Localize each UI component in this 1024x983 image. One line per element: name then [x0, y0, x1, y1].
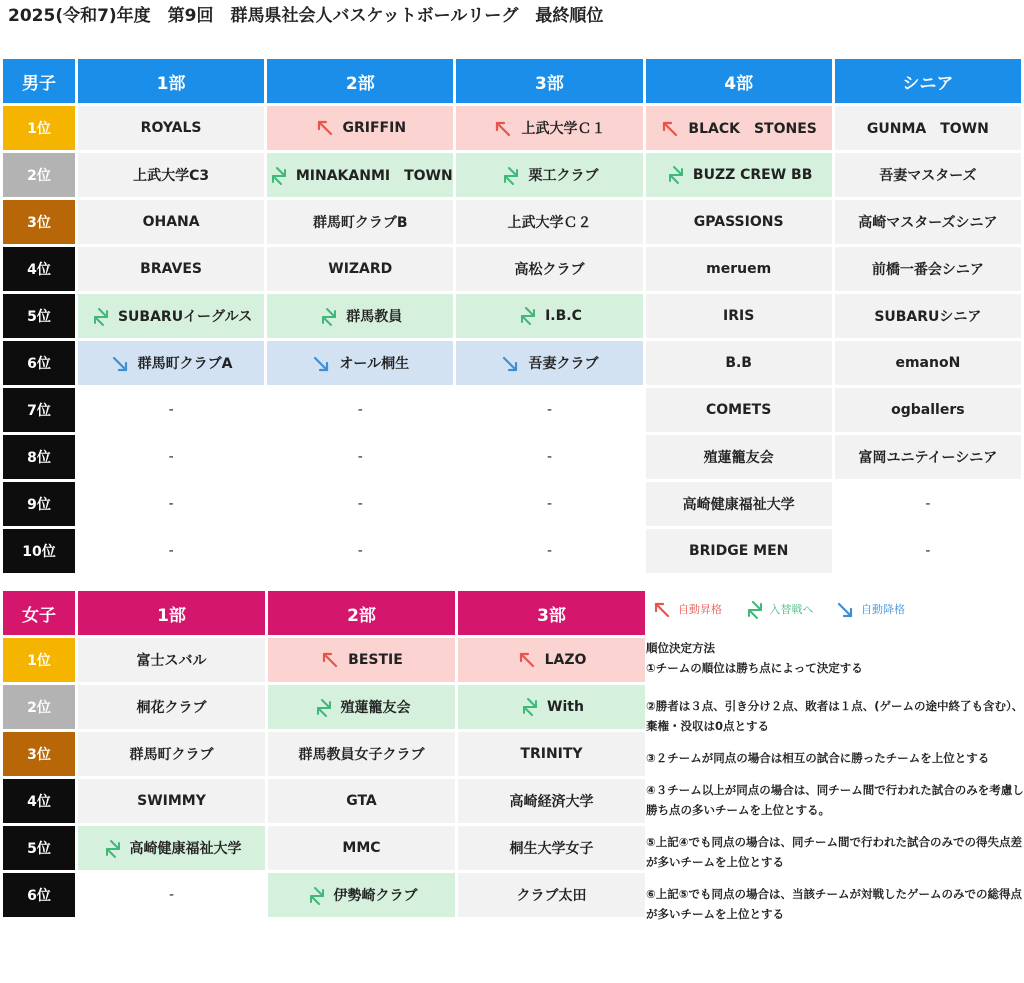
men-team-cell	[646, 106, 832, 150]
men-row	[3, 200, 1021, 244]
men-team-cell	[456, 247, 642, 291]
men-team-cell	[78, 247, 264, 291]
legend-relegate	[835, 600, 905, 620]
team-name: BRAVES	[140, 261, 202, 277]
men-row	[3, 482, 1021, 526]
team-name: meruem	[706, 261, 772, 277]
swap-arrows-icon	[102, 839, 124, 859]
team-name: 高崎健康福祉大学	[129, 840, 242, 857]
team-name: GPASSIONS	[693, 214, 784, 230]
men-team-cell	[78, 435, 264, 479]
men-team-cell	[646, 341, 832, 385]
women-team-cell	[268, 638, 455, 682]
swap-arrows-icon	[519, 697, 541, 717]
men-team-cell	[646, 529, 832, 573]
men-team-cell	[835, 247, 1021, 291]
team-name: 群馬教員女子クラブ	[298, 747, 425, 763]
team-name: BUZZ CREW BB	[692, 167, 813, 183]
women-team-cell	[268, 779, 455, 823]
ranking-method-item: ⑥上記⑤でも同点の場合は、当該チームが対戦したゲームのみでの総得点が多いチームを上位とする	[646, 887, 1022, 921]
team-name: -	[168, 449, 174, 465]
women-team-cell	[78, 873, 265, 917]
team-name: SWIMMY	[137, 793, 206, 809]
women-team-cell	[78, 685, 265, 729]
team-name: With	[547, 699, 584, 715]
rank-label: 10位	[3, 529, 75, 573]
arrow-up-left-icon	[517, 650, 539, 670]
swap-arrows-icon	[665, 165, 687, 185]
team-name: クラブ太田	[516, 888, 587, 904]
rank-label: 2位	[3, 153, 75, 197]
legend	[652, 600, 1022, 620]
team-name: 高松クラブ	[514, 262, 585, 278]
men-label: 男子	[3, 59, 75, 103]
team-name: SUBARUシニア	[874, 309, 982, 325]
team-name: -	[546, 402, 552, 418]
team-name: B.B	[725, 355, 752, 371]
arrow-up-left-icon	[320, 650, 342, 670]
team-name: 群馬教員	[346, 308, 403, 325]
arrow-down-right-icon	[835, 600, 857, 620]
men-team-cell	[835, 341, 1021, 385]
men-team-cell	[646, 200, 832, 244]
men-team-cell	[835, 529, 1021, 573]
team-name: LAZO	[544, 652, 587, 668]
rank-label: 4位	[3, 779, 75, 823]
men-division-header: 2部	[267, 59, 453, 103]
men-row	[3, 106, 1021, 150]
team-name: 群馬町クラブ	[129, 747, 214, 763]
men-team-cell	[78, 388, 264, 432]
swap-arrows-icon	[90, 307, 112, 327]
women-division-header: 1部	[78, 591, 265, 635]
team-name: -	[168, 496, 174, 512]
women-team-cell	[78, 638, 265, 682]
women-team-cell	[268, 732, 455, 776]
men-team-cell	[646, 247, 832, 291]
ranking-method-item: ①チームの順位は勝ち点によって決定する	[646, 661, 863, 675]
rank-label: 5位	[3, 294, 75, 338]
team-name: 上武大学C3	[133, 168, 210, 184]
ranking-method-item: ⑤上記④でも同点の場合は、同チーム間で行われた試合のみでの得失点差が多いチームを上位とする	[646, 835, 1022, 869]
men-division-header: 4部	[646, 59, 832, 103]
arrow-down-right-icon	[110, 354, 132, 374]
men-row	[3, 247, 1021, 291]
team-name: -	[546, 449, 552, 465]
team-name: 前橋一番会シニア	[871, 262, 984, 278]
men-team-cell	[456, 153, 642, 197]
team-name: -	[168, 887, 175, 903]
women-row	[3, 732, 645, 776]
team-name: 群馬町クラブB	[312, 215, 408, 231]
team-name: 桐生大学女子	[509, 841, 594, 857]
women-team-cell	[458, 779, 645, 823]
women-standings-table	[0, 588, 648, 920]
team-name: -	[357, 402, 363, 418]
team-name: 高崎健康福祉大学	[682, 497, 795, 513]
women-team-cell	[78, 732, 265, 776]
rank-label: 4位	[3, 247, 75, 291]
men-team-cell	[78, 200, 264, 244]
men-team-cell	[267, 482, 453, 526]
team-name: 殖蓮籠友会	[703, 450, 774, 466]
arrow-down-right-icon	[500, 354, 522, 374]
rank-label: 1位	[3, 106, 75, 150]
team-name: 高崎マスターズシニア	[858, 215, 998, 231]
men-row	[3, 153, 1021, 197]
women-team-cell	[458, 732, 645, 776]
team-name: BLACK STONES	[688, 120, 817, 137]
men-team-cell	[78, 294, 264, 338]
women-row	[3, 873, 645, 917]
team-name: -	[168, 402, 174, 418]
team-name: GUNMA TOWN	[866, 121, 989, 137]
team-name: 吾妻マスターズ	[879, 168, 977, 184]
men-row	[3, 388, 1021, 432]
men-team-cell	[456, 435, 642, 479]
rank-label: 3位	[3, 200, 75, 244]
ranking-method-item: ④３チーム以上が同点の場合は、同チーム間で行われた試合のみを考慮し勝ち点の多いチームを上位とする。	[646, 783, 1024, 817]
legend-promote-label: 自動昇格	[678, 603, 722, 616]
team-name: IRIS	[723, 308, 755, 324]
men-division-header: シニア	[835, 59, 1021, 103]
men-team-cell	[78, 153, 264, 197]
team-name: OHANA	[142, 214, 200, 230]
rank-label: 1位	[3, 638, 75, 682]
ranking-method-item: ②勝者は３点、引き分け２点、敗者は１点、(ゲームの途中終了も含む）、棄権・没収は0点とする	[646, 699, 1024, 733]
arrow-up-left-icon	[493, 119, 515, 139]
swap-arrows-icon	[318, 307, 340, 327]
rank-label: 6位	[3, 341, 75, 385]
team-name: -	[925, 496, 931, 512]
team-name: I.B.C	[545, 308, 582, 324]
team-name: MMC	[342, 840, 381, 856]
swap-arrows-icon	[500, 166, 522, 186]
rank-label: 3位	[3, 732, 75, 776]
team-name: 殖蓮籠友会	[340, 699, 411, 716]
swap-arrows-icon	[306, 886, 328, 906]
men-team-cell	[267, 200, 453, 244]
team-name: COMETS	[706, 402, 772, 418]
team-name: -	[357, 496, 363, 512]
arrow-up-left-icon	[652, 600, 674, 620]
team-name: 伊勢崎クラブ	[333, 887, 418, 904]
arrow-down-right-icon	[311, 354, 333, 374]
team-name: ROYALS	[140, 120, 202, 136]
arrow-up-left-icon	[660, 119, 682, 139]
men-team-cell	[835, 388, 1021, 432]
men-team-cell	[456, 200, 642, 244]
women-team-cell	[458, 638, 645, 682]
team-name: 群馬町クラブA	[137, 355, 233, 372]
team-name: ogballers	[891, 402, 965, 418]
women-team-cell	[268, 826, 455, 870]
team-name: オール桐生	[339, 355, 410, 372]
team-name: 桐花クラブ	[136, 700, 207, 716]
men-team-cell	[267, 435, 453, 479]
women-row	[3, 779, 645, 823]
women-team-cell	[78, 779, 265, 823]
team-name: 富士スバル	[136, 653, 207, 669]
team-name: BESTIE	[348, 652, 403, 668]
swap-arrows-icon	[744, 600, 766, 620]
rank-label: 9位	[3, 482, 75, 526]
rank-label: 5位	[3, 826, 75, 870]
legend-promote	[652, 600, 722, 620]
team-name: TRINITY	[520, 746, 583, 762]
men-team-cell	[78, 341, 264, 385]
team-name: 富岡ユニテイーシニア	[858, 450, 998, 466]
men-team-cell	[646, 435, 832, 479]
men-division-header: 3部	[456, 59, 642, 103]
ranking-method	[646, 638, 1024, 936]
men-row	[3, 341, 1021, 385]
men-team-cell	[646, 388, 832, 432]
men-team-cell	[456, 294, 642, 338]
men-team-cell	[78, 482, 264, 526]
men-team-cell	[835, 435, 1021, 479]
women-label: 女子	[3, 591, 75, 635]
team-name: -	[168, 543, 174, 559]
team-name: -	[546, 496, 552, 512]
men-team-cell	[267, 294, 453, 338]
team-name: 上武大学Ｃ２	[507, 215, 592, 231]
men-team-cell	[78, 529, 264, 573]
team-name: MINAKANMI TOWN	[295, 167, 453, 184]
swap-arrows-icon	[313, 698, 335, 718]
women-row	[3, 685, 645, 729]
women-team-cell	[268, 685, 455, 729]
page-title: 2025(令和7)年度 第9回 群馬県社会人バスケットボールリーグ 最終順位	[8, 6, 604, 26]
legend-swap-label: 入替戦へ	[769, 603, 814, 616]
men-team-cell	[267, 247, 453, 291]
team-name: emanoN	[895, 355, 961, 371]
men-team-cell	[456, 341, 642, 385]
team-name: -	[357, 543, 363, 559]
women-team-cell	[458, 826, 645, 870]
women-row	[3, 826, 645, 870]
men-team-cell	[646, 294, 832, 338]
men-team-cell	[835, 153, 1021, 197]
team-name: SUBARUイーグルス	[117, 308, 253, 325]
men-team-cell	[456, 388, 642, 432]
men-team-cell	[267, 153, 453, 197]
men-division-header: 1部	[78, 59, 264, 103]
women-row	[3, 638, 645, 682]
men-team-cell	[456, 529, 642, 573]
swap-arrows-icon	[268, 166, 290, 186]
swap-arrows-icon	[517, 306, 539, 326]
women-team-cell	[268, 873, 455, 917]
women-team-cell	[458, 873, 645, 917]
ranking-method-title: 順位決定方法	[646, 641, 715, 655]
men-team-cell	[78, 106, 264, 150]
men-standings-table	[0, 56, 1024, 576]
men-team-cell	[835, 200, 1021, 244]
women-team-cell	[78, 826, 265, 870]
team-name: BRIDGE MEN	[688, 543, 789, 559]
men-team-cell	[646, 482, 832, 526]
team-name: 吾妻クラブ	[528, 355, 599, 372]
team-name: 上武大学Ｃ１	[521, 120, 606, 137]
men-team-cell	[835, 294, 1021, 338]
women-team-cell	[458, 685, 645, 729]
men-team-cell	[267, 341, 453, 385]
team-name: GRIFFIN	[342, 120, 407, 136]
men-row	[3, 529, 1021, 573]
ranking-method-item: ③２チームが同点の場合は相互の試合に勝ったチームを上位とする	[646, 751, 990, 765]
rank-label: 6位	[3, 873, 75, 917]
men-team-cell	[267, 388, 453, 432]
legend-swap	[744, 600, 814, 620]
men-team-cell	[835, 106, 1021, 150]
men-row	[3, 294, 1021, 338]
arrow-up-left-icon	[315, 118, 337, 138]
rank-label: 8位	[3, 435, 75, 479]
team-name: WIZARD	[328, 261, 393, 277]
team-name: -	[546, 543, 552, 559]
men-team-cell	[267, 106, 453, 150]
team-name: 栗工クラブ	[528, 167, 599, 184]
men-team-cell	[456, 106, 642, 150]
men-row	[3, 435, 1021, 479]
team-name: 高崎経済大学	[509, 794, 594, 810]
men-team-cell	[646, 153, 832, 197]
team-name: -	[925, 543, 931, 559]
men-team-cell	[267, 529, 453, 573]
rank-label: 2位	[3, 685, 75, 729]
team-name: GTA	[346, 793, 377, 809]
rank-label: 7位	[3, 388, 75, 432]
women-division-header: 2部	[268, 591, 455, 635]
legend-relegate-label: 自動降格	[861, 603, 905, 616]
team-name: -	[357, 449, 363, 465]
women-division-header: 3部	[458, 591, 645, 635]
men-team-cell	[835, 482, 1021, 526]
men-team-cell	[456, 482, 642, 526]
